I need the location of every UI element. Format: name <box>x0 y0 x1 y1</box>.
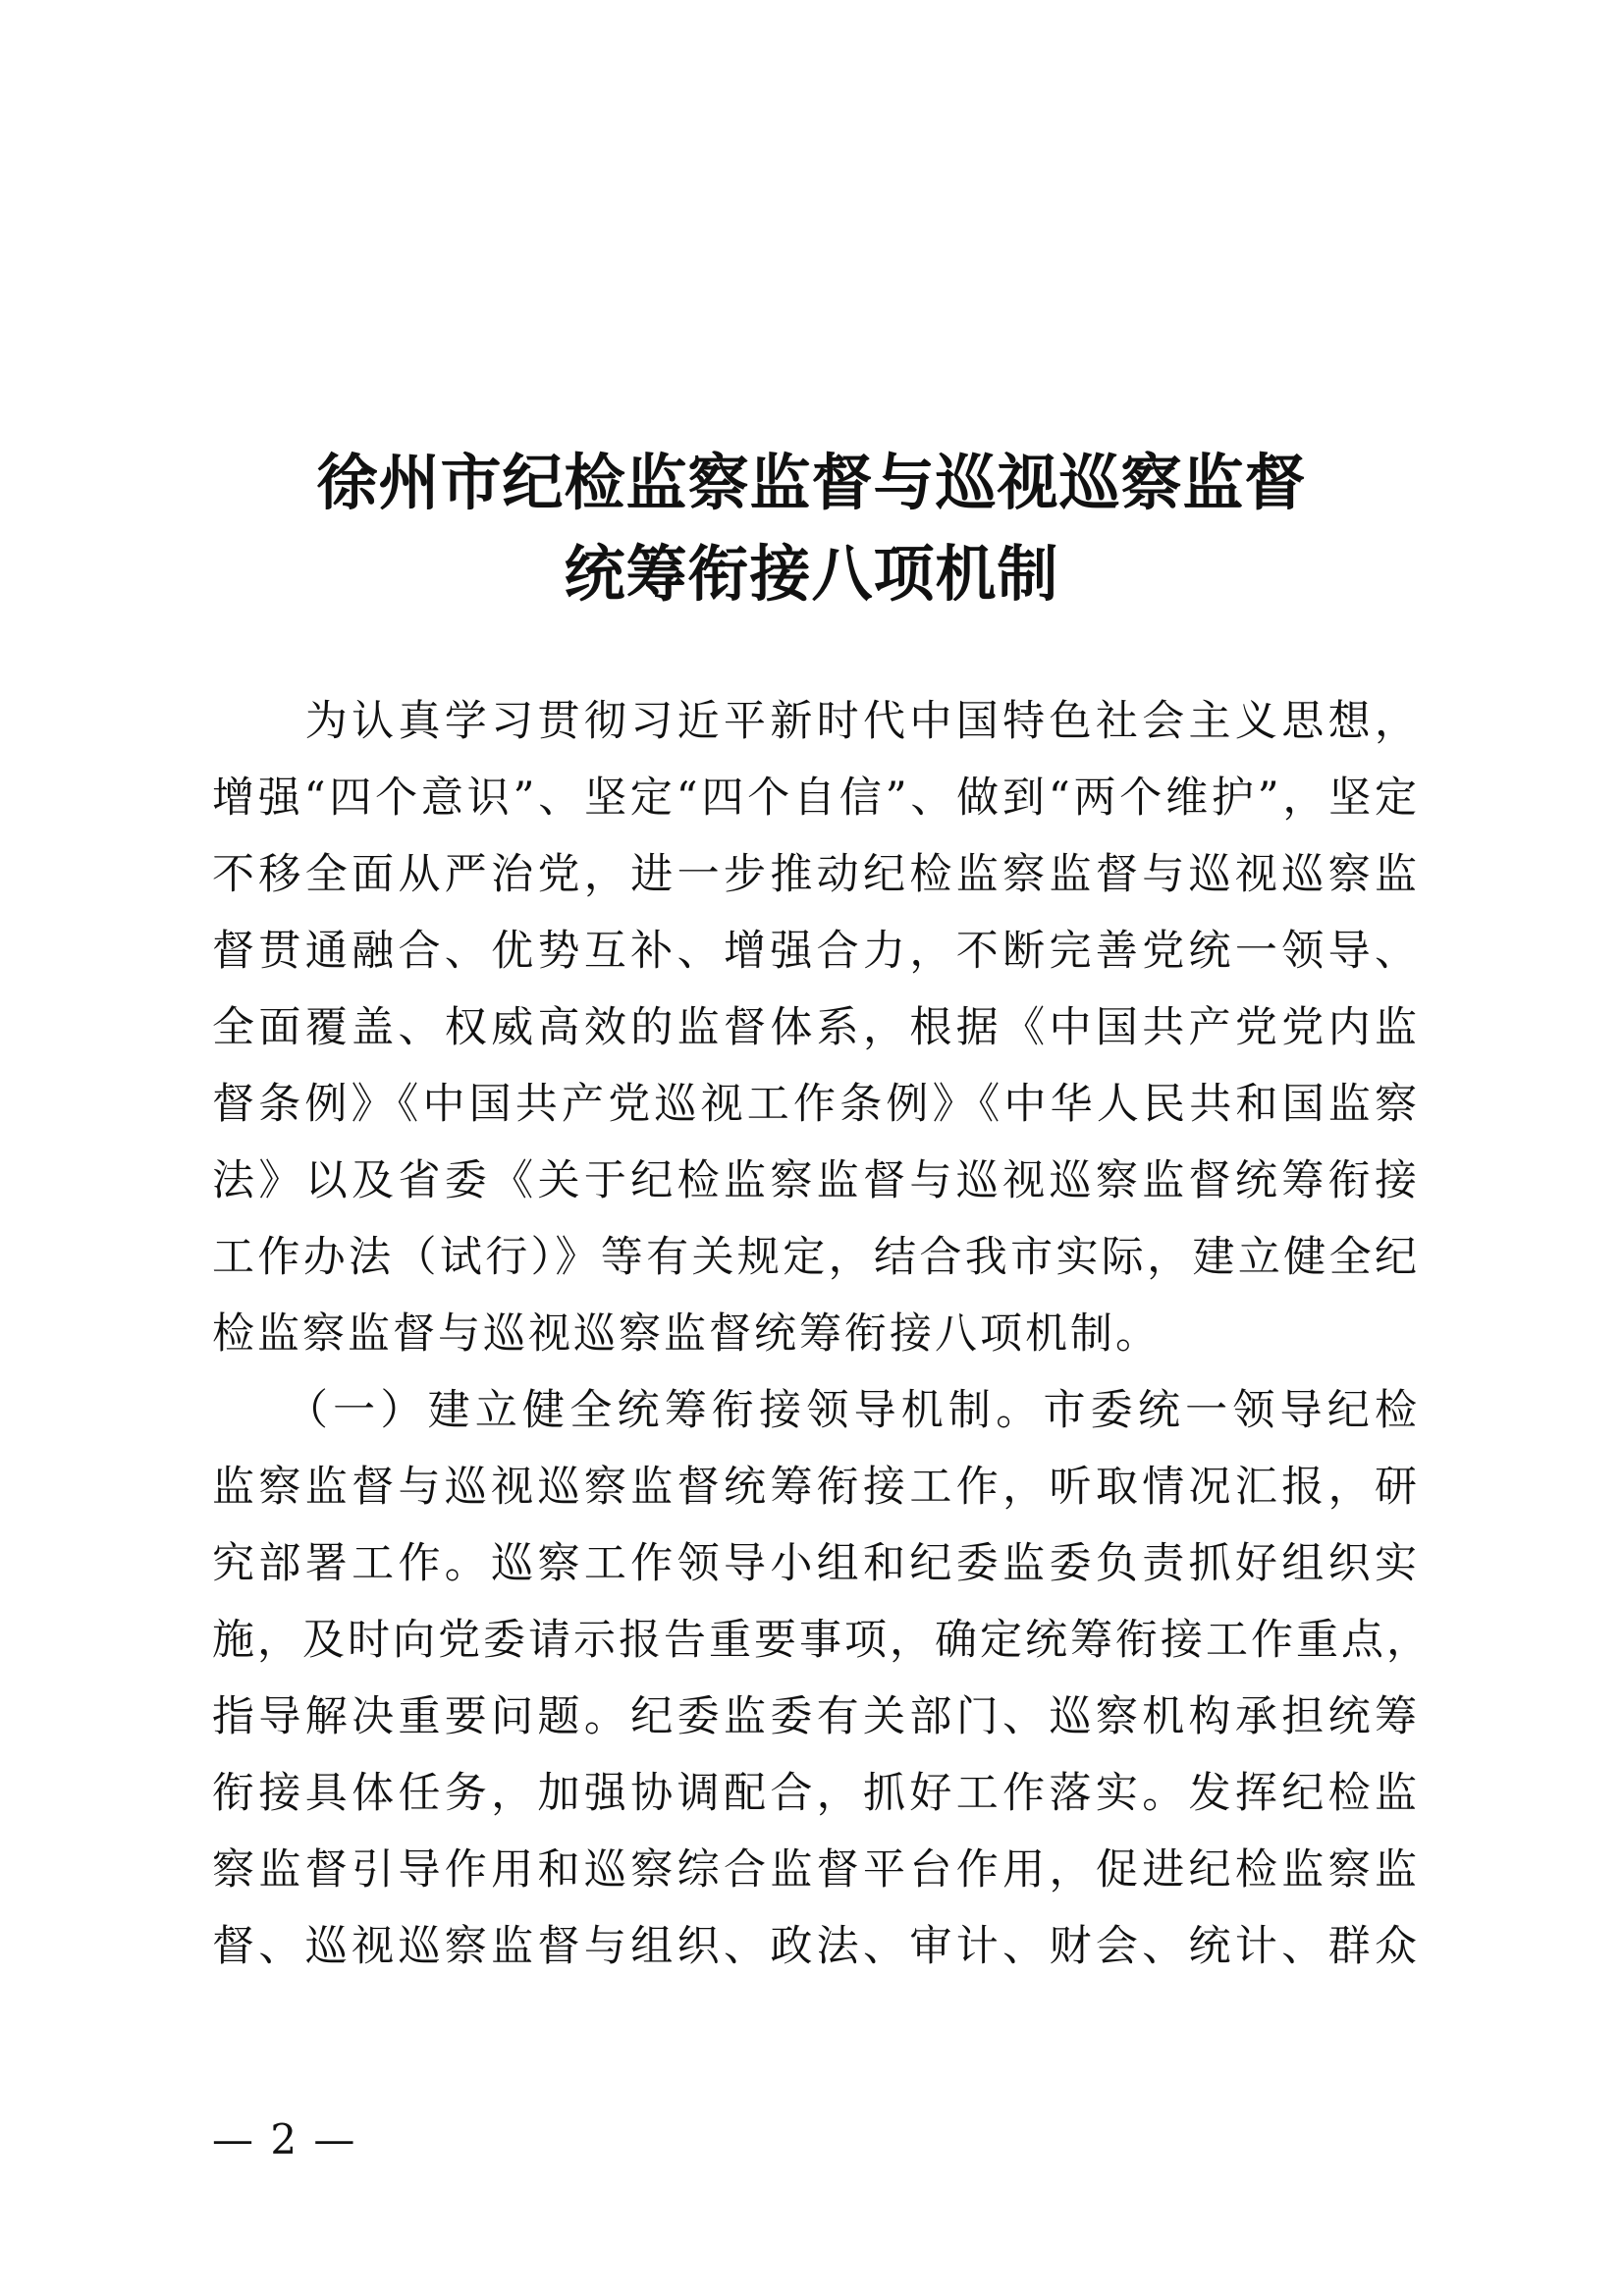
paragraph-2-line-3: 究部署工作。巡察工作领导小组和纪委监委负责抓好组织实 <box>212 1539 1420 1588</box>
paragraph-1-line-7: 法》以及省委《关于纪检监察监督与巡视巡察监督统筹衔接 <box>212 1156 1420 1205</box>
paragraph-2-line-2: 监察监督与巡视巡察监督统筹衔接工作，听取情况汇报，研 <box>212 1463 1420 1512</box>
paragraph-1-line-4: 督贯通融合、优势互补、增强合力，不断完善党统一领导、 <box>212 927 1420 976</box>
paragraph-2-line-7: 察监督引导作用和巡察综合监督平台作用，促进纪检监察监 <box>212 1845 1420 1895</box>
paragraph-2-line-1: （一）建立健全统筹衔接领导机制。市委统一领导纪检 <box>212 1386 1420 1435</box>
paragraph-1-line-2: 增强“四个意识”、坚定“四个自信”、做到“两个维护”，坚定 <box>212 774 1420 823</box>
paragraph-1-line-5: 全面覆盖、权威高效的监督体系，根据《中国共产党党内监 <box>212 1003 1420 1052</box>
paragraph-1-line-8: 工作办法（试行）》等有关规定，结合我市实际，建立健全纪 <box>212 1233 1420 1282</box>
document-title-line-2: 统筹衔接八项机制 <box>564 538 1059 610</box>
paragraph-2-line-5: 指导解决重要问题。纪委监委有关部门、巡察机构承担统筹 <box>212 1692 1420 1741</box>
paragraph-2-line-8: 督、巡视巡察监督与组织、政法、审计、财会、统计、群众 <box>212 1922 1420 1971</box>
paragraph-1-line-6: 督条例》《中国共产党巡视工作条例》《中华人民共和国监察 <box>212 1080 1420 1129</box>
paragraph-1-line-3: 不移全面从严治党，进一步推动纪检监察监督与巡视巡察监 <box>212 850 1420 899</box>
paragraph-2-line-4: 施，及时向党委请示报告重要事项，确定统筹衔接工作重点， <box>212 1616 1432 1665</box>
paragraph-2-line-6: 衔接具体任务，加强协调配合，抓好工作落实。发挥纪检监 <box>212 1769 1420 1818</box>
paragraph-1-line-1: 为认真学习贯彻习近平新时代中国特色社会主义思想， <box>212 697 1420 746</box>
document-title-line-1: 徐州市纪检监察监督与巡视巡察监督 <box>316 447 1307 518</box>
paragraph-1-line-9: 检监察监督与巡视巡察监督统筹衔接八项机制。 <box>212 1309 1161 1359</box>
document-body <box>212 684 1432 2049</box>
page-number: — 2 — <box>212 2115 357 2163</box>
